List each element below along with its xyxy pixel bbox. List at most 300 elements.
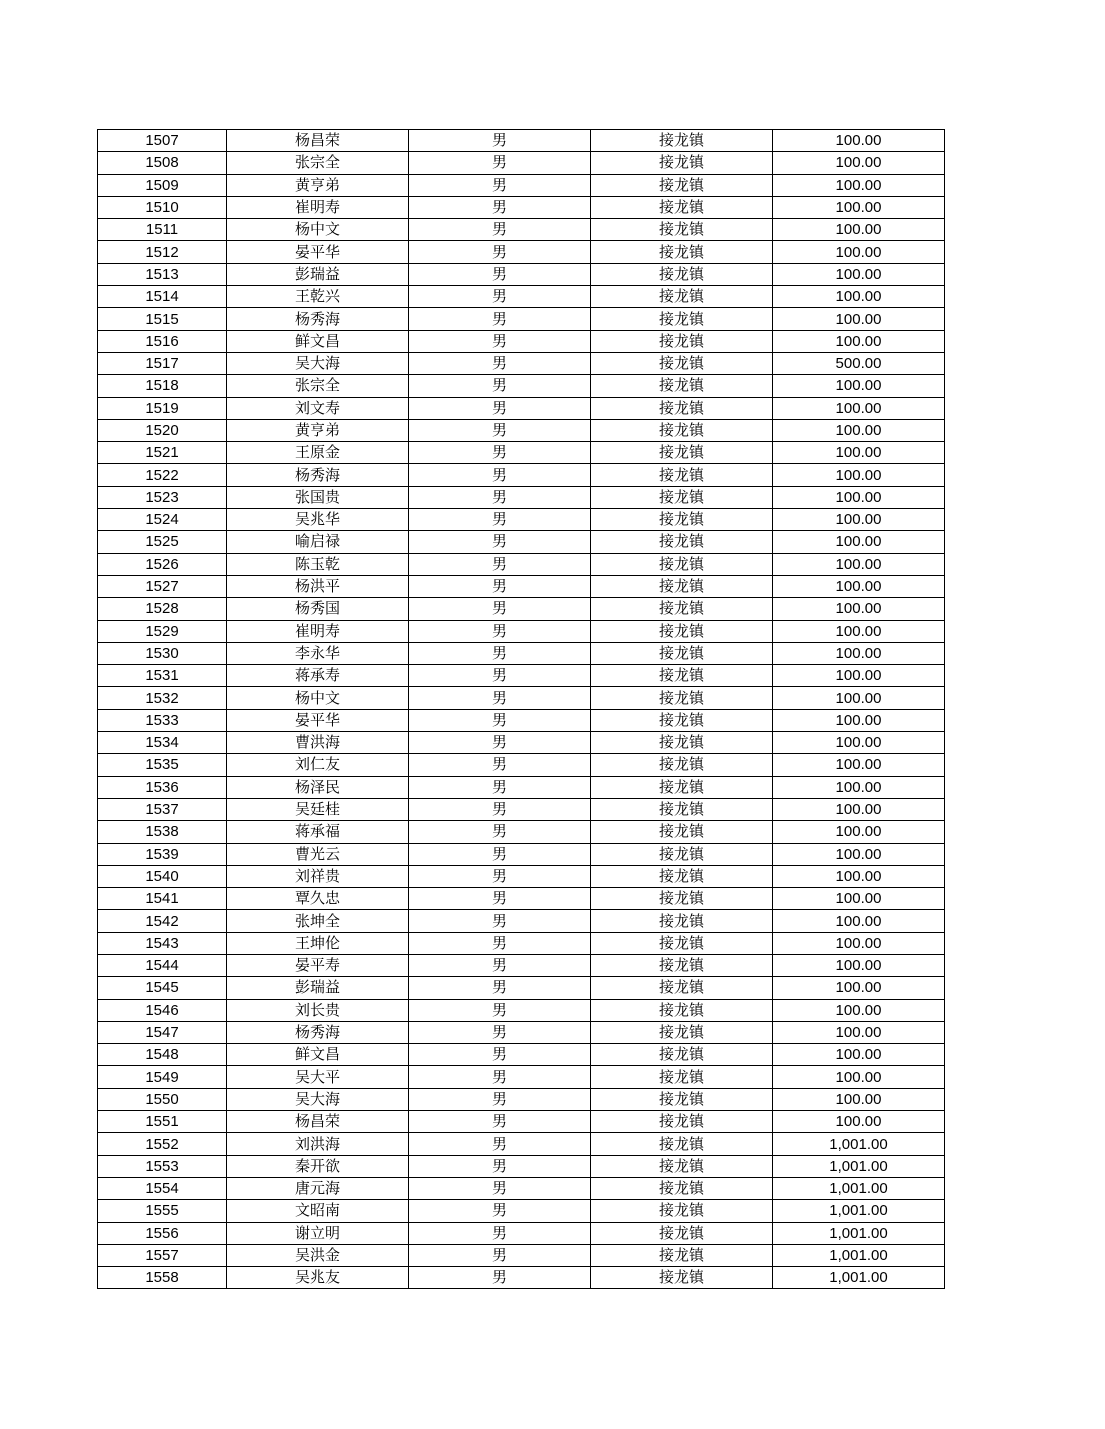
town-cell: 接龙镇 (591, 732, 773, 754)
table-row (98, 798, 945, 820)
row-number-cell: 1552 (98, 1133, 227, 1155)
name-cell: 吴大海 (227, 1088, 409, 1110)
table-row (98, 1222, 945, 1244)
gender-cell: 男 (409, 776, 591, 798)
table-row (98, 419, 945, 441)
row-number-cell: 1539 (98, 843, 227, 865)
table-row (98, 1267, 945, 1289)
amount-cell: 100.00 (773, 286, 945, 308)
amount-cell: 1,001.00 (773, 1177, 945, 1199)
name-cell: 杨秀海 (227, 464, 409, 486)
row-number-cell: 1530 (98, 642, 227, 664)
gender-cell: 男 (409, 464, 591, 486)
gender-cell: 男 (409, 263, 591, 285)
amount-cell: 100.00 (773, 1088, 945, 1110)
town-cell: 接龙镇 (591, 241, 773, 263)
table-row (98, 821, 945, 843)
amount-cell: 100.00 (773, 598, 945, 620)
amount-cell: 1,001.00 (773, 1222, 945, 1244)
town-cell: 接龙镇 (591, 932, 773, 954)
gender-cell: 男 (409, 1021, 591, 1043)
amount-cell: 500.00 (773, 352, 945, 374)
table-row (98, 865, 945, 887)
amount-cell: 100.00 (773, 865, 945, 887)
row-number-cell: 1545 (98, 977, 227, 999)
row-number-cell: 1522 (98, 464, 227, 486)
name-cell: 杨秀国 (227, 598, 409, 620)
table-row (98, 1044, 945, 1066)
town-cell: 接龙镇 (591, 553, 773, 575)
row-number-cell: 1549 (98, 1066, 227, 1088)
amount-cell: 100.00 (773, 776, 945, 798)
town-cell: 接龙镇 (591, 598, 773, 620)
amount-cell: 100.00 (773, 1066, 945, 1088)
row-number-cell: 1533 (98, 709, 227, 731)
gender-cell: 男 (409, 665, 591, 687)
town-cell: 接龙镇 (591, 464, 773, 486)
table-row (98, 642, 945, 664)
gender-cell: 男 (409, 575, 591, 597)
name-cell: 杨洪平 (227, 575, 409, 597)
amount-cell: 100.00 (773, 375, 945, 397)
gender-cell: 男 (409, 999, 591, 1021)
gender-cell: 男 (409, 620, 591, 642)
amount-cell: 100.00 (773, 196, 945, 218)
name-cell: 李永华 (227, 642, 409, 664)
name-cell: 吴大海 (227, 352, 409, 374)
amount-cell: 100.00 (773, 330, 945, 352)
name-cell: 谢立明 (227, 1222, 409, 1244)
gender-cell: 男 (409, 486, 591, 508)
row-number-cell: 1547 (98, 1021, 227, 1043)
amount-cell: 100.00 (773, 888, 945, 910)
town-cell: 接龙镇 (591, 442, 773, 464)
amount-cell: 100.00 (773, 732, 945, 754)
name-cell: 曹光云 (227, 843, 409, 865)
table-row (98, 130, 945, 152)
name-cell: 张宗全 (227, 375, 409, 397)
gender-cell: 男 (409, 1155, 591, 1177)
name-cell: 杨昌荣 (227, 1111, 409, 1133)
table-row (98, 486, 945, 508)
amount-cell: 100.00 (773, 219, 945, 241)
amount-cell: 100.00 (773, 910, 945, 932)
table-row (98, 152, 945, 174)
amount-cell: 100.00 (773, 932, 945, 954)
town-cell: 接龙镇 (591, 977, 773, 999)
row-number-cell: 1520 (98, 419, 227, 441)
gender-cell: 男 (409, 732, 591, 754)
town-cell: 接龙镇 (591, 999, 773, 1021)
table-row (98, 375, 945, 397)
amount-cell: 100.00 (773, 754, 945, 776)
gender-cell: 男 (409, 1111, 591, 1133)
table-row (98, 397, 945, 419)
town-cell: 接龙镇 (591, 1200, 773, 1222)
row-number-cell: 1534 (98, 732, 227, 754)
gender-cell: 男 (409, 977, 591, 999)
amount-cell: 1,001.00 (773, 1200, 945, 1222)
table-row (98, 598, 945, 620)
amount-cell: 100.00 (773, 999, 945, 1021)
gender-cell: 男 (409, 932, 591, 954)
town-cell: 接龙镇 (591, 754, 773, 776)
table-row (98, 977, 945, 999)
amount-cell: 100.00 (773, 241, 945, 263)
name-cell: 晏平华 (227, 241, 409, 263)
gender-cell: 男 (409, 509, 591, 531)
town-cell: 接龙镇 (591, 419, 773, 441)
gender-cell: 男 (409, 1222, 591, 1244)
row-number-cell: 1546 (98, 999, 227, 1021)
gender-cell: 男 (409, 397, 591, 419)
amount-cell: 1,001.00 (773, 1133, 945, 1155)
amount-cell: 100.00 (773, 954, 945, 976)
row-number-cell: 1523 (98, 486, 227, 508)
name-cell: 喻启禄 (227, 531, 409, 553)
table-row (98, 910, 945, 932)
row-number-cell: 1541 (98, 888, 227, 910)
gender-cell: 男 (409, 598, 591, 620)
row-number-cell: 1531 (98, 665, 227, 687)
gender-cell: 男 (409, 174, 591, 196)
amount-cell: 100.00 (773, 442, 945, 464)
name-cell: 王原金 (227, 442, 409, 464)
town-cell: 接龙镇 (591, 219, 773, 241)
amount-cell: 100.00 (773, 977, 945, 999)
gender-cell: 男 (409, 1088, 591, 1110)
name-cell: 覃久忠 (227, 888, 409, 910)
amount-cell: 1,001.00 (773, 1267, 945, 1289)
gender-cell: 男 (409, 1044, 591, 1066)
table-row (98, 352, 945, 374)
name-cell: 蒋承寿 (227, 665, 409, 687)
table-row (98, 531, 945, 553)
gender-cell: 男 (409, 352, 591, 374)
row-number-cell: 1556 (98, 1222, 227, 1244)
gender-cell: 男 (409, 888, 591, 910)
gender-cell: 男 (409, 152, 591, 174)
town-cell: 接龙镇 (591, 888, 773, 910)
town-cell: 接龙镇 (591, 954, 773, 976)
gender-cell: 男 (409, 709, 591, 731)
row-number-cell: 1532 (98, 687, 227, 709)
town-cell: 接龙镇 (591, 620, 773, 642)
amount-cell: 100.00 (773, 263, 945, 285)
gender-cell: 男 (409, 754, 591, 776)
table-row (98, 308, 945, 330)
gender-cell: 男 (409, 308, 591, 330)
table-row (98, 219, 945, 241)
table-row (98, 1088, 945, 1110)
town-cell: 接龙镇 (591, 910, 773, 932)
table-row (98, 1244, 945, 1266)
name-cell: 杨泽民 (227, 776, 409, 798)
table-row (98, 1111, 945, 1133)
town-cell: 接龙镇 (591, 843, 773, 865)
table-row (98, 776, 945, 798)
table-row (98, 174, 945, 196)
row-number-cell: 1509 (98, 174, 227, 196)
gender-cell: 男 (409, 1200, 591, 1222)
name-cell: 陈玉乾 (227, 553, 409, 575)
name-cell: 蒋承福 (227, 821, 409, 843)
table-row (98, 754, 945, 776)
row-number-cell: 1540 (98, 865, 227, 887)
row-number-cell: 1558 (98, 1267, 227, 1289)
gender-cell: 男 (409, 865, 591, 887)
amount-cell: 100.00 (773, 509, 945, 531)
row-number-cell: 1538 (98, 821, 227, 843)
name-cell: 晏平寿 (227, 954, 409, 976)
town-cell: 接龙镇 (591, 130, 773, 152)
amount-cell: 100.00 (773, 798, 945, 820)
name-cell: 曹洪海 (227, 732, 409, 754)
row-number-cell: 1536 (98, 776, 227, 798)
town-cell: 接龙镇 (591, 642, 773, 664)
town-cell: 接龙镇 (591, 263, 773, 285)
table-row (98, 1200, 945, 1222)
name-cell: 杨中文 (227, 687, 409, 709)
gender-cell: 男 (409, 1177, 591, 1199)
town-cell: 接龙镇 (591, 509, 773, 531)
amount-cell: 100.00 (773, 486, 945, 508)
name-cell: 张国贵 (227, 486, 409, 508)
amount-cell: 100.00 (773, 843, 945, 865)
table-row (98, 263, 945, 285)
table-row (98, 575, 945, 597)
row-number-cell: 1508 (98, 152, 227, 174)
gender-cell: 男 (409, 642, 591, 664)
amount-cell: 100.00 (773, 152, 945, 174)
town-cell: 接龙镇 (591, 1021, 773, 1043)
gender-cell: 男 (409, 241, 591, 263)
name-cell: 彭瑞益 (227, 977, 409, 999)
gender-cell: 男 (409, 286, 591, 308)
amount-cell: 100.00 (773, 419, 945, 441)
table-row (98, 620, 945, 642)
row-number-cell: 1527 (98, 575, 227, 597)
amount-cell: 100.00 (773, 575, 945, 597)
gender-cell: 男 (409, 219, 591, 241)
gender-cell: 男 (409, 1133, 591, 1155)
gender-cell: 男 (409, 821, 591, 843)
town-cell: 接龙镇 (591, 1222, 773, 1244)
row-number-cell: 1542 (98, 910, 227, 932)
town-cell: 接龙镇 (591, 375, 773, 397)
row-number-cell: 1557 (98, 1244, 227, 1266)
row-number-cell: 1518 (98, 375, 227, 397)
name-cell: 吴廷桂 (227, 798, 409, 820)
row-number-cell: 1529 (98, 620, 227, 642)
town-cell: 接龙镇 (591, 152, 773, 174)
table-row (98, 665, 945, 687)
amount-cell: 100.00 (773, 397, 945, 419)
amount-cell: 100.00 (773, 821, 945, 843)
gender-cell: 男 (409, 553, 591, 575)
row-number-cell: 1517 (98, 352, 227, 374)
row-number-cell: 1519 (98, 397, 227, 419)
town-cell: 接龙镇 (591, 575, 773, 597)
gender-cell: 男 (409, 954, 591, 976)
town-cell: 接龙镇 (591, 821, 773, 843)
table-row (98, 509, 945, 531)
amount-cell: 100.00 (773, 531, 945, 553)
gender-cell: 男 (409, 1244, 591, 1266)
gender-cell: 男 (409, 330, 591, 352)
town-cell: 接龙镇 (591, 286, 773, 308)
name-cell: 刘祥贵 (227, 865, 409, 887)
name-cell: 鲜文昌 (227, 1044, 409, 1066)
table-row (98, 464, 945, 486)
row-number-cell: 1511 (98, 219, 227, 241)
name-cell: 吴兆华 (227, 509, 409, 531)
row-number-cell: 1516 (98, 330, 227, 352)
name-cell: 晏平华 (227, 709, 409, 731)
name-cell: 黄亨弟 (227, 174, 409, 196)
gender-cell: 男 (409, 1267, 591, 1289)
data-table (97, 129, 945, 1289)
amount-cell: 100.00 (773, 1111, 945, 1133)
name-cell: 杨秀海 (227, 308, 409, 330)
amount-cell: 100.00 (773, 464, 945, 486)
town-cell: 接龙镇 (591, 174, 773, 196)
table-row (98, 1133, 945, 1155)
table-row (98, 932, 945, 954)
gender-cell: 男 (409, 1066, 591, 1088)
name-cell: 杨秀海 (227, 1021, 409, 1043)
name-cell: 崔明寿 (227, 620, 409, 642)
row-number-cell: 1548 (98, 1044, 227, 1066)
table-row (98, 196, 945, 218)
row-number-cell: 1554 (98, 1177, 227, 1199)
town-cell: 接龙镇 (591, 1177, 773, 1199)
amount-cell: 100.00 (773, 130, 945, 152)
town-cell: 接龙镇 (591, 1155, 773, 1177)
row-number-cell: 1524 (98, 509, 227, 531)
amount-cell: 100.00 (773, 174, 945, 196)
gender-cell: 男 (409, 442, 591, 464)
table-row (98, 1177, 945, 1199)
row-number-cell: 1515 (98, 308, 227, 330)
gender-cell: 男 (409, 687, 591, 709)
town-cell: 接龙镇 (591, 1133, 773, 1155)
name-cell: 刘洪海 (227, 1133, 409, 1155)
town-cell: 接龙镇 (591, 330, 773, 352)
row-number-cell: 1535 (98, 754, 227, 776)
town-cell: 接龙镇 (591, 798, 773, 820)
town-cell: 接龙镇 (591, 352, 773, 374)
gender-cell: 男 (409, 375, 591, 397)
gender-cell: 男 (409, 130, 591, 152)
row-number-cell: 1544 (98, 954, 227, 976)
name-cell: 张宗全 (227, 152, 409, 174)
row-number-cell: 1537 (98, 798, 227, 820)
name-cell: 王坤伦 (227, 932, 409, 954)
gender-cell: 男 (409, 419, 591, 441)
name-cell: 刘仁友 (227, 754, 409, 776)
name-cell: 文昭南 (227, 1200, 409, 1222)
town-cell: 接龙镇 (591, 687, 773, 709)
table-row (98, 1066, 945, 1088)
town-cell: 接龙镇 (591, 1044, 773, 1066)
name-cell: 刘文寿 (227, 397, 409, 419)
amount-cell: 100.00 (773, 709, 945, 731)
amount-cell: 1,001.00 (773, 1244, 945, 1266)
table-row (98, 954, 945, 976)
table-row (98, 888, 945, 910)
table-row (98, 1021, 945, 1043)
town-cell: 接龙镇 (591, 486, 773, 508)
row-number-cell: 1528 (98, 598, 227, 620)
town-cell: 接龙镇 (591, 531, 773, 553)
table-row (98, 843, 945, 865)
row-number-cell: 1543 (98, 932, 227, 954)
table-row (98, 286, 945, 308)
name-cell: 秦开欲 (227, 1155, 409, 1177)
name-cell: 彭瑞益 (227, 263, 409, 285)
town-cell: 接龙镇 (591, 397, 773, 419)
name-cell: 唐元海 (227, 1177, 409, 1199)
row-number-cell: 1550 (98, 1088, 227, 1110)
name-cell: 崔明寿 (227, 196, 409, 218)
gender-cell: 男 (409, 798, 591, 820)
row-number-cell: 1507 (98, 130, 227, 152)
town-cell: 接龙镇 (591, 308, 773, 330)
gender-cell: 男 (409, 843, 591, 865)
town-cell: 接龙镇 (591, 1088, 773, 1110)
town-cell: 接龙镇 (591, 196, 773, 218)
table-row (98, 1155, 945, 1177)
town-cell: 接龙镇 (591, 709, 773, 731)
table-row (98, 709, 945, 731)
amount-cell: 100.00 (773, 308, 945, 330)
row-number-cell: 1553 (98, 1155, 227, 1177)
town-cell: 接龙镇 (591, 1267, 773, 1289)
row-number-cell: 1526 (98, 553, 227, 575)
table-row (98, 241, 945, 263)
name-cell: 吴洪金 (227, 1244, 409, 1266)
table-row (98, 732, 945, 754)
table-body (98, 130, 945, 1289)
amount-cell: 100.00 (773, 1044, 945, 1066)
row-number-cell: 1551 (98, 1111, 227, 1133)
gender-cell: 男 (409, 910, 591, 932)
amount-cell: 100.00 (773, 620, 945, 642)
town-cell: 接龙镇 (591, 776, 773, 798)
table-row (98, 330, 945, 352)
name-cell: 杨中文 (227, 219, 409, 241)
name-cell: 吴兆友 (227, 1267, 409, 1289)
row-number-cell: 1555 (98, 1200, 227, 1222)
name-cell: 吴大平 (227, 1066, 409, 1088)
name-cell: 张坤全 (227, 910, 409, 932)
row-number-cell: 1513 (98, 263, 227, 285)
amount-cell: 100.00 (773, 687, 945, 709)
table-row (98, 687, 945, 709)
row-number-cell: 1510 (98, 196, 227, 218)
town-cell: 接龙镇 (591, 865, 773, 887)
amount-cell: 100.00 (773, 642, 945, 664)
amount-cell: 100.00 (773, 1021, 945, 1043)
row-number-cell: 1514 (98, 286, 227, 308)
table-row (98, 442, 945, 464)
gender-cell: 男 (409, 196, 591, 218)
name-cell: 刘长贵 (227, 999, 409, 1021)
town-cell: 接龙镇 (591, 1111, 773, 1133)
row-number-cell: 1525 (98, 531, 227, 553)
row-number-cell: 1521 (98, 442, 227, 464)
